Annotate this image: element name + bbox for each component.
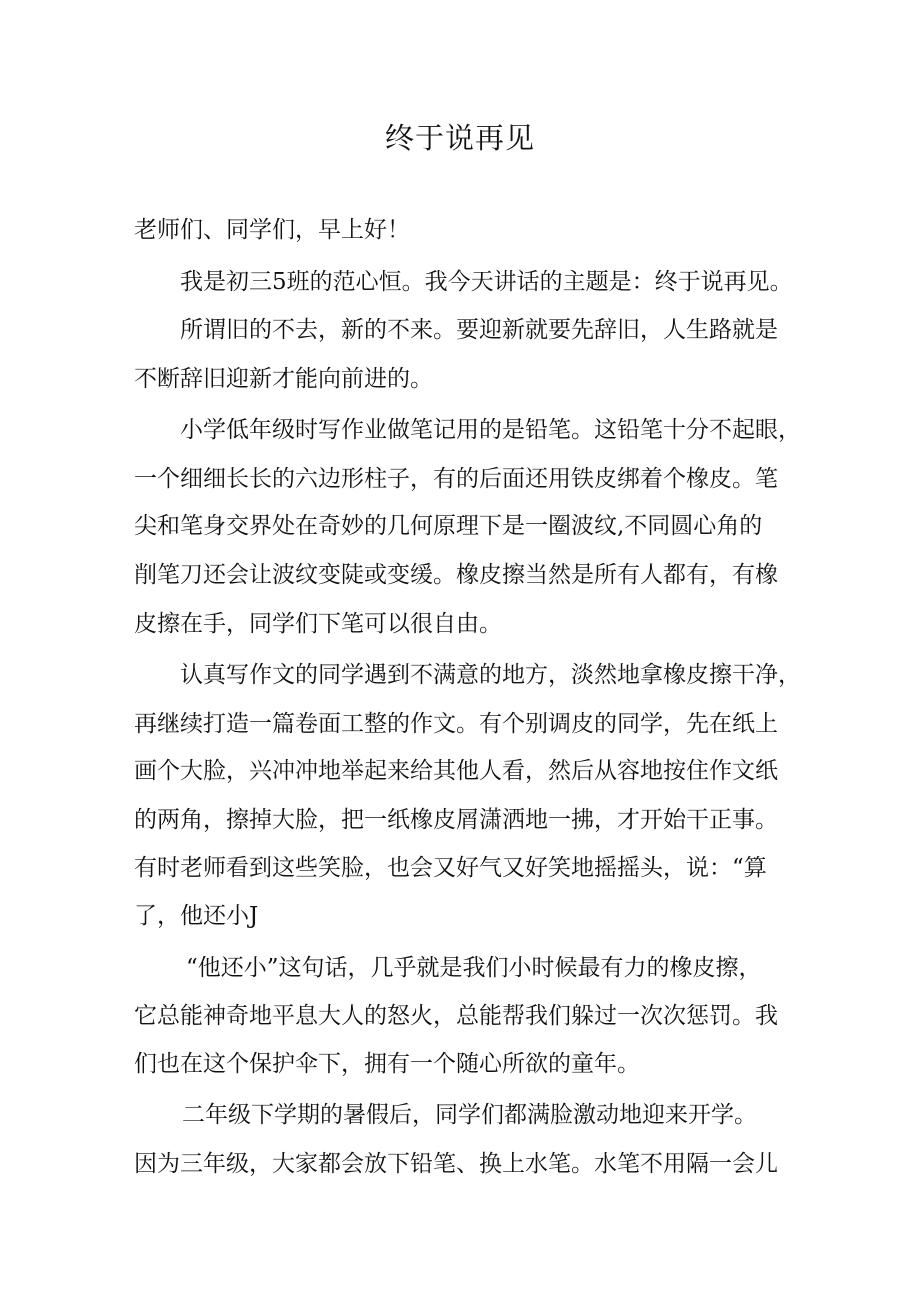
paragraph-line: 二年级下学期的暑假后，同学们都满脸激动地迎来开学。 xyxy=(182,1102,757,1128)
paragraph-line: 尖和笔身交界处在奇妙的几何原理下是一圈波纹,不同圆心角的 xyxy=(134,513,763,539)
paragraph-line: 的两角，擦掉大脸，把一纸橡皮屑潇洒地一拂，才开始干正事。 xyxy=(134,807,778,833)
paragraph-line: 所谓旧的不去，新的不来。要迎新就要先辞旧，人生路就是 xyxy=(180,317,778,343)
greeting-line: 老师们、同学们，早上好！ xyxy=(134,217,410,243)
document-title: 终于说再见 xyxy=(384,121,535,155)
paragraph-line: 画个大脸，兴冲冲地举起来给其他人看，然后从容地按住作文纸 xyxy=(134,758,778,784)
paragraph-line: 了，他还小J xyxy=(134,903,259,929)
paragraph-line: 不断辞旧迎新才能向前进的。 xyxy=(134,366,433,392)
paragraph-line: 一个细细长长的六边形柱子，有的后面还用铁皮绑着个橡皮。笔 xyxy=(134,466,778,492)
paragraph-line: 我是初三5班的范心恒。我今天讲话的主题是：终于说再见。 xyxy=(180,269,793,295)
paragraph-line: 有时老师看到这些笑脸，也会又好气又好笑地摇摇头，说：“算 xyxy=(134,855,767,881)
paragraph-line: 们也在这个保护伞下，拥有一个随心所欲的童年。 xyxy=(134,1051,640,1077)
paragraph-line: 认真写作文的同学遇到不满意的地方，淡然地拿橡皮擦干净， xyxy=(180,662,801,688)
paragraph-line: 小学低年级时写作业做笔记用的是铅笔。这铅笔十分不起眼， xyxy=(180,417,801,443)
paragraph-line: 因为三年级，大家都会放下铅笔、换上水笔。水笔不用隔一会儿 xyxy=(134,1151,778,1177)
paragraph-line: 削笔刀还会让波纹变陡或变缓。橡皮擦当然是所有人都有，有橡 xyxy=(134,562,778,588)
paragraph-line: “他还小”这句话，几乎就是我们小时候最有力的橡皮擦， xyxy=(186,955,762,981)
paragraph-line: 它总能神奇地平息大人的怒火，总能帮我们躲过一次次惩罚。我 xyxy=(134,1003,778,1029)
paragraph-line: 皮擦在手，同学们下笔可以很自由。 xyxy=(134,611,502,637)
paragraph-line: 再继续打造一篇卷面工整的作文。有个别调皮的同学，先在纸上 xyxy=(134,711,778,737)
